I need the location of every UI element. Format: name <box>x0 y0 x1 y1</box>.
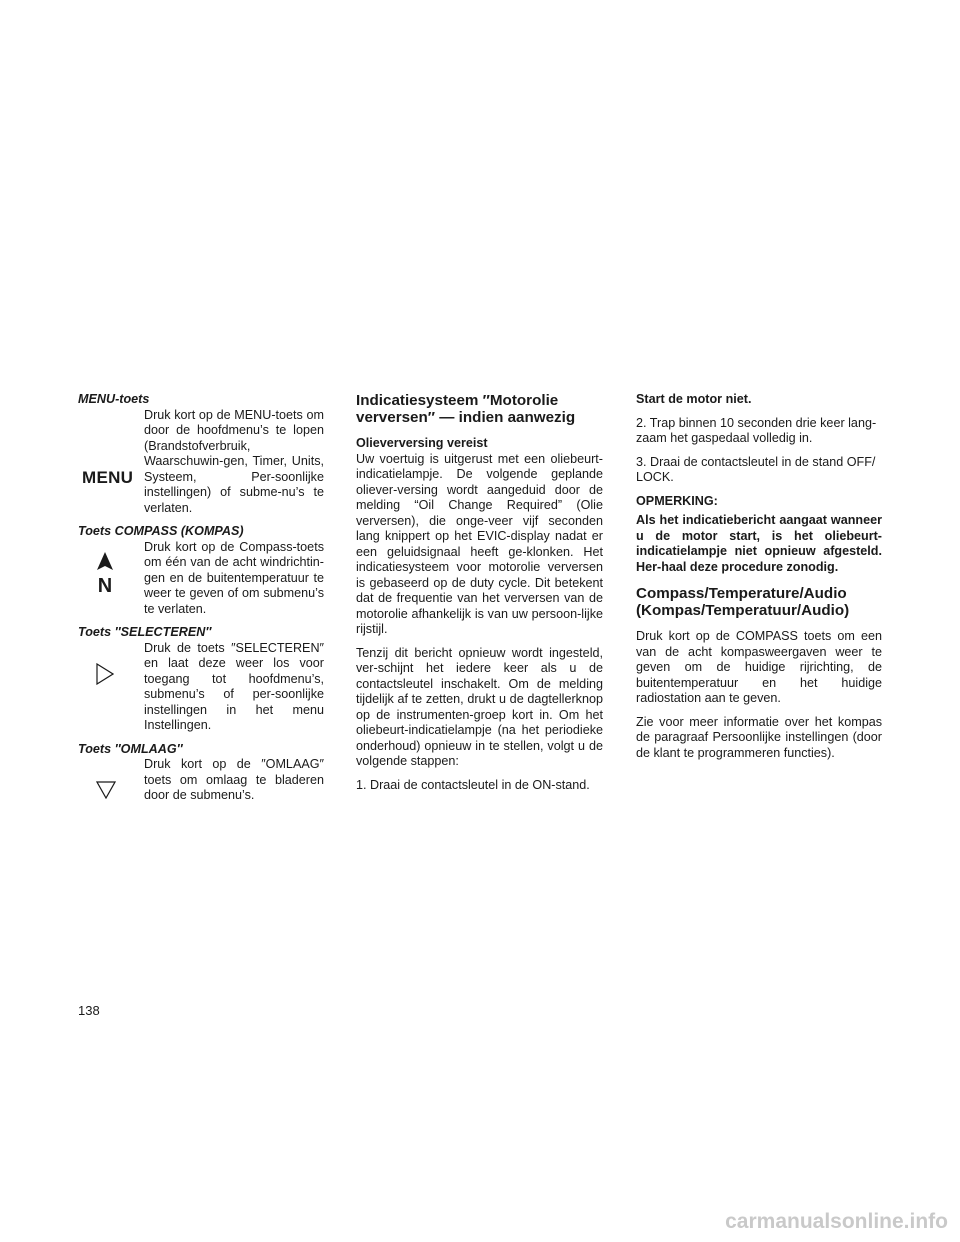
down-arrow-icon <box>96 781 116 799</box>
left-column <box>78 392 324 812</box>
svg-text:N: N <box>97 574 113 597</box>
select-key-heading: Toets ″SELECTEREN″ <box>78 625 212 639</box>
select-arrow-icon <box>96 663 114 685</box>
select-key-section <box>78 641 324 734</box>
compass-key-heading: Toets COMPASS (KOMPAS) <box>78 524 244 538</box>
select-key-text: Druk de toets ″SELECTEREN″ en laat deze weer los voor toegang tot hoofdmenu’s, submenu’s of per-soonlijke instellingen in het menu Instellingen. <box>144 640 324 732</box>
reset-step-1: 1. Draai de contactsleutel in de ON-stand. <box>356 777 590 792</box>
compass-key-section <box>78 540 324 618</box>
oil-change-paragraph-2: Tenzij dit bericht opnieuw wordt ingesteld, ver-schijnt het iedere keer als u de contactsleutel inschakelt. Om de melding tijdelijk af te zetten, drukt u de dagtellerknop op de instrumenten-groep kort in. Om het oliebeurt-indicatielampje (na het periodieke onderhoud) opnieuw in te stellen, volgt u de volgende stappen: <box>356 645 603 768</box>
footer-watermark: carmanualsonline.info <box>725 1210 948 1233</box>
reset-step-1-continued: Start de motor niet. <box>636 392 752 406</box>
middle-column <box>356 392 603 801</box>
down-key-section <box>78 757 324 804</box>
compass-north-icon <box>92 550 118 598</box>
reset-step-2: 2. Trap binnen 10 seconden drie keer lang-zaam het gaspedaal volledig in. <box>636 415 877 445</box>
note-text: Als het indicatiebericht aangaat wanneer u de motor start, is het oliebeurt-indicatielampje niet opnieuw afgesteld. Her-haal deze procedure zonodig. <box>636 513 882 574</box>
oil-change-heading: Indicatiesysteem ″Motorolie verversen″ — indien aanwezig <box>356 392 576 426</box>
menu-key-heading: MENU-toets <box>78 392 150 406</box>
compass-temp-audio-heading: Compass/Temperature/Audio (Kompas/Temperatuur/Audio) <box>636 585 850 619</box>
compass-temp-audio-paragraph-1: Druk kort op de COMPASS toets om een van de acht kompasweergaven weer te geven om de huidige rijrichting, de buitentemperatuur en het huidige radiostation aan te geven. <box>636 629 882 705</box>
right-column <box>636 392 882 769</box>
menu-key-section <box>78 408 324 517</box>
note-label: OPMERKING: <box>636 493 718 508</box>
oil-change-subheading: Olieverversing vereist <box>356 436 488 450</box>
down-key-text: Druk kort op de ″OMLAAG″ toets om omlaag te bladeren door de submenu’s. <box>144 757 324 802</box>
page-number: 138 <box>78 1003 100 1018</box>
menu-button-icon: MENU <box>82 467 134 487</box>
down-key-heading: Toets ″OMLAAG″ <box>78 741 183 756</box>
reset-step-3: 3. Draai de contactsleutel in de stand OFF/ LOCK. <box>636 454 876 484</box>
oil-change-paragraph-1: Uw voertuig is uitgerust met een oliebeurt-indicatielampje. De volgende geplande oliever-versing wordt aangeduid door de melding “Oil Change Required” (Olie verversen), die onge-veer vijf seconden lang knippert op het EVIC-display nadat er een geluidsignaal heeft ge-klonken. Het indicatiesysteem voor motorolie verversen is gebaseerd op de duty cycle. Dit betekent dat de frequentie van het verversen van de motorolie afhankelijk is van uw persoon-lijke rijstijl. <box>356 451 603 636</box>
compass-key-text: Druk kort op de Compass-toets om één van de acht windrichtin-gen en de buitentemperatuur te weer te geven of om submenu’s te verlaten. <box>144 539 324 616</box>
menu-key-text: Druk kort op de MENU-toets om door de hoofdmenu’s te lopen (Brandstofverbruik, Waarschuwin-gen, Timer, Units, Systeem, Per-soonlijke instellingen) of subme-nu’s te verlaten. <box>144 407 324 515</box>
compass-temp-audio-paragraph-2: Zie voor meer informatie over het kompas de paragraaf Persoonlijke instellingen (door de klant te programmeren functies). <box>636 714 882 760</box>
